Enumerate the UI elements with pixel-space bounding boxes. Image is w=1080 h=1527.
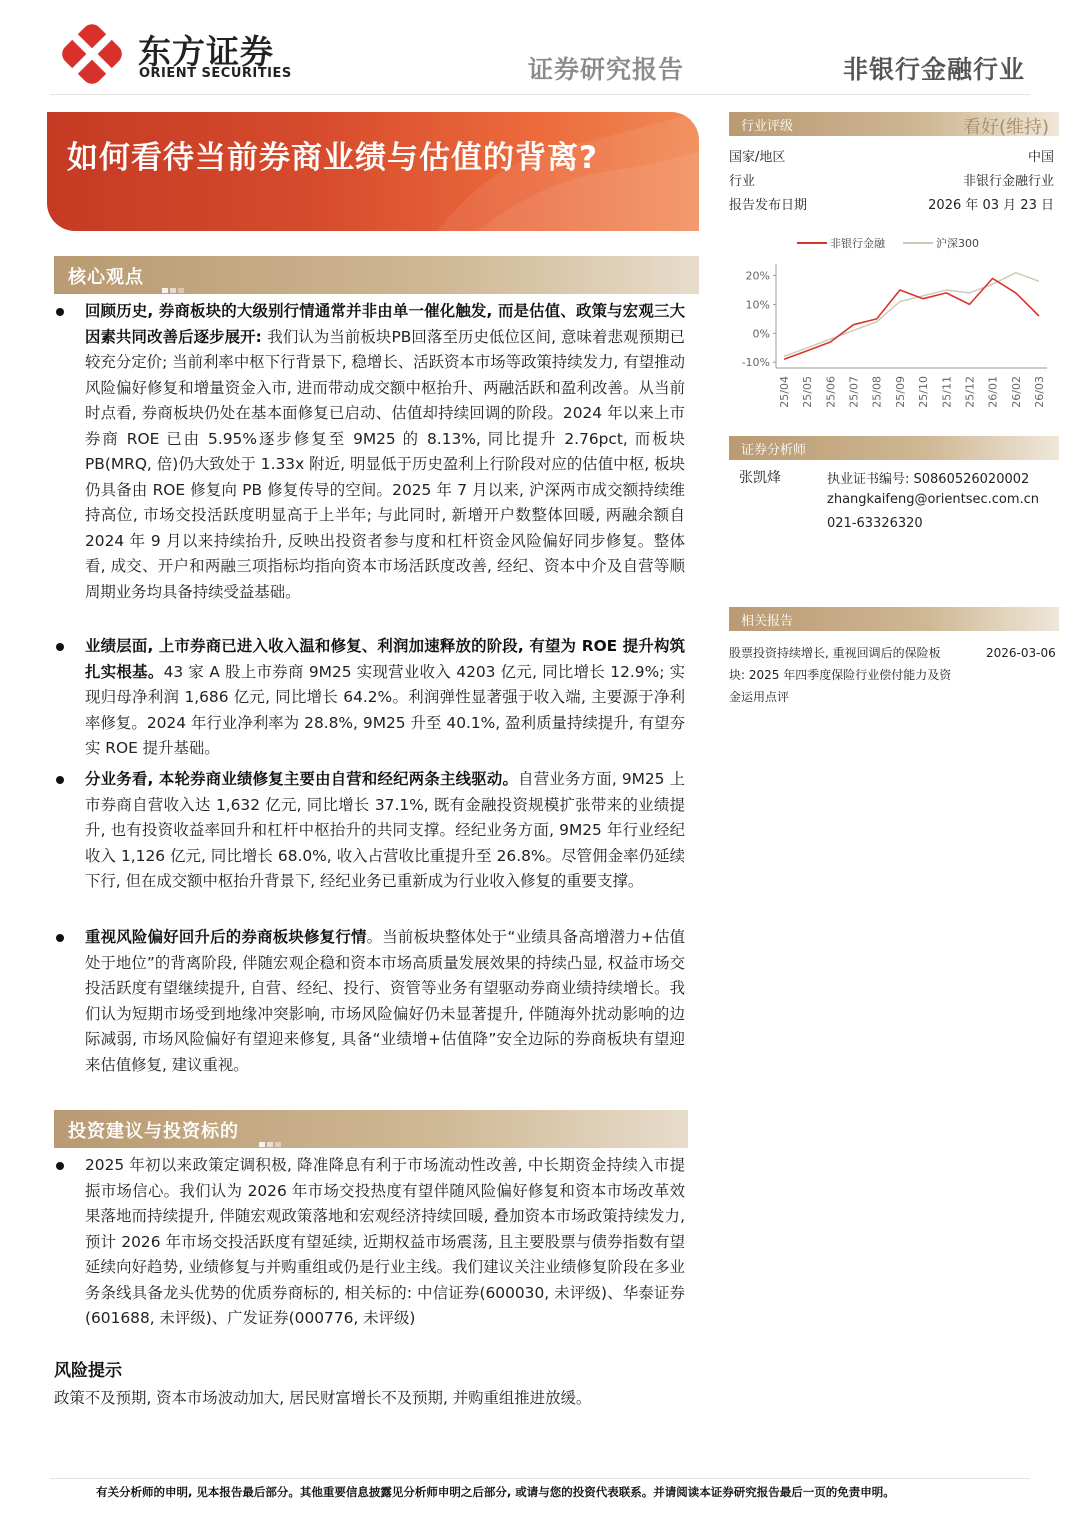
core-bullet-3-body: 自营业务方面, 9M25 上市券商自营收入达 1,632 亿元, 同比增长 37.1%, 既有金融投资规模扩张带来的业绩提升, 也有投资收益率回升和杠杆中枢抬升的共同支撑。经纪业务方面, 9M25 年行业经纪收入 1,126 亿元, 同比增长 68.0%, 收入占营收比重提升至 26.8%。尽管佣金率仍延续下行, 但在成交额中枢抬升背景下, 经纪业务已重新成为行业收入修复的重要支撑。 [85, 770, 685, 890]
core-bullet-1-lead: 回顾历史, 券商板块的大级别行情通常并非由单一催化触发, 而是估值、政策与宏观三大因素共同改善后逐步展开: [85, 302, 685, 346]
report-title: 如何看待当前券商业绩与估值的背离? [67, 140, 598, 176]
info-key-country: 国家/地区 [729, 150, 786, 165]
analyst-email[interactable]: zhangkaifeng@orientsec.com.cn [827, 492, 1040, 507]
related-title-line: 金运用点评 [729, 690, 790, 704]
series-line-financial [784, 278, 1039, 359]
section-title: 投资建议与投资标的 [68, 1121, 239, 1142]
info-key-date: 报告发布日期 [729, 198, 808, 213]
brand-name-en: ORIENT SECURITIES [139, 66, 292, 81]
core-bullet-1 [85, 299, 685, 605]
related-report-date: 2026-03-06 [986, 646, 1056, 660]
analyst-phone: 021-63326320 [827, 516, 923, 531]
risk-heading: 风险提示 [54, 1361, 122, 1381]
chart-x-tick-label: 26/02 [1009, 376, 1023, 408]
chart-x-tick-label: 25/11 [940, 376, 954, 408]
section-bar-core [54, 256, 699, 294]
report-type: 证券研究报告 [528, 55, 685, 84]
info-key-industry: 行业 [729, 174, 756, 189]
section-bar-invest [54, 1110, 688, 1148]
rating-label: 行业评级 [741, 119, 794, 134]
legend-label-csi300: 沪深300 [936, 237, 979, 250]
footer-disclaimer: 有关分析师的申明, 见本报告最后部分。其他重要信息披露见分析师申明之后部分, 或请与您的投资代表联系。并请阅读本证券研究报告最后一页的免责申明。 [96, 1485, 895, 1499]
core-bullet-3 [85, 767, 685, 895]
rating-bar [729, 112, 1059, 136]
analyst-bar [729, 436, 1059, 460]
core-bullet-2-body: 43 家 A 股上市券商 9M25 实现营业收入 4203 亿元, 同比增长 12.9%; 实现归母净利润 1,686 亿元, 同比增长 64.2%。利润弹性显著强于收入端, 主要源于净利率修复。2024 年行业净利率为 28.8%, 9M25 升至 40.1%, 盈利质量持续提升, 有望夯实 ROE 提升基础。 [85, 662, 685, 757]
core-bullet-4-lead: 重视风险偏好回升后的券商板块修复行情 [85, 928, 367, 946]
chart-y-tick-label: 20% [745, 269, 770, 283]
related-bar [729, 607, 1059, 631]
header-divider [50, 94, 1030, 95]
series-line-csi300 [784, 273, 1039, 357]
chart-y-tick-label: -10% [741, 356, 770, 370]
chart-x-tick-label: 25/04 [778, 376, 791, 408]
chart-x-tick-label: 25/10 [917, 376, 931, 408]
related-title-line: 股票投资持续增长, 重视回调后的保险板 [729, 646, 941, 660]
chart-x-tick-label: 26/03 [1033, 376, 1046, 408]
core-bullet-4-body: 。当前板块整体处于“业绩具备高增潜力+估值处于地位”的背离阶段, 伴随宏观企稳和资本市场高质量发展效果的持续凸显, 权益市场交投活跃度有望继续提升, 自营、经纪、投行、资管等业务有望驱动券商业绩持续增长。我们认为短期市场受到地缘冲突影响, 市场风险偏好仍未显著提升, 伴随海外扰动影响的边际减弱, 市场风险偏好有望迎来修复, 具备“业绩增+估值降”安全边际的券商板块有望迎来估值修复, 建议重视。 [85, 928, 685, 1074]
analyst-name: 张凯烽 [739, 470, 781, 486]
section-dots-icon [805, 621, 823, 640]
chart-y-tick-label: 0% [752, 327, 770, 341]
footer-divider [50, 1478, 1030, 1479]
core-bullet-1-body: 我们认为当前板块PB回落至历史低位区间, 意味着悲观预期已较充分定价; 当前利率中枢下行背景下, 稳增长、活跃资本市场等政策持续发力, 有望推动风险偏好修复和增量资金入市, 进而带动成交额中枢抬升、两融活跃和盈利改善。从当前时点看, 券商板块仍处在基本面修复已启动、估值却持续回调的阶段。2024 年以来上市券商 ROE 已由 5.95%逐步修复至 9M25 的 8.13%, 同比提升 2.76pct, 而板块 PB(MRQ, 倍)仍大致处于 1.33x 附近, 明显低于历史盈利上行阶段对应的估值中枢, 板块仍具备由 ROE 修复向 PB 修复传导的空间。2025 年 7 月以来, 沪深两市成交额持续维持高位, 市场交投活跃度明显高于上半年; 与此同时, 新增开户数整体回暖, 两融余额自 2024 年 9 月以来持续抬升, 反映出投资者参与度和杠杆资金风险偏好同步修复。整体看, 成交、开户和两融三项指标均指向资本市场活跃度改善, 经纪、资本中介及自营等顺周期业务均具备持续受益基础。 [85, 327, 686, 601]
related-section-label: 相关报告 [741, 614, 794, 629]
core-bullet-4 [85, 925, 685, 1078]
analyst-cert: 执业证书编号: S0860526020002 [827, 472, 1030, 487]
chart-x-tick-label: 25/09 [893, 376, 907, 408]
chart-x-tick-label: 25/05 [801, 376, 815, 408]
chart-legend [797, 236, 979, 250]
section-dots-icon [162, 278, 186, 283]
related-title-line: 块: 2025 年四季度保险行业偿付能力及资 [729, 668, 952, 682]
section-dots-icon [805, 126, 823, 145]
section-title: 核心观点 [68, 267, 144, 288]
chart-x-tick-label: 25/08 [870, 376, 884, 408]
info-value-industry: 非银行金融行业 [962, 174, 1054, 189]
title-banner [47, 112, 699, 231]
bullet-icon [56, 1162, 64, 1170]
industry-heading: 非银行金融行业 [843, 55, 1026, 84]
core-bullet-2 [85, 634, 685, 762]
core-bullet-2-lead: 业绩层面, 上市券商已进入收入温和修复、利润加速释放的阶段, 有望为 ROE 提升构筑扎实根基。 [85, 637, 685, 681]
chart-x-tick-label: 25/12 [963, 376, 977, 408]
section-dots-icon [259, 1132, 283, 1137]
bullet-icon [56, 643, 64, 651]
analyst-section-label: 证券分析师 [741, 443, 807, 458]
chart-x-tick-label: 25/06 [824, 376, 838, 408]
bullet-icon [56, 308, 64, 316]
bullet-icon [56, 934, 64, 942]
legend-label-financial: 非银行金融 [830, 237, 885, 250]
chart-x-tick-label: 26/01 [986, 376, 1000, 408]
section-dots-icon [817, 450, 835, 469]
chart-x-tick-label: 25/07 [847, 376, 861, 408]
orient-logo-icon [62, 24, 122, 84]
core-bullet-3-lead: 分业务看, 本轮券商业绩修复主要由自营和经纪两条主线驱动。 [85, 770, 519, 788]
performance-chart [729, 228, 1059, 418]
info-value-country: 中国 [1027, 150, 1054, 165]
rating-value: 看好(维持) [962, 117, 1049, 138]
bullet-icon [56, 776, 64, 784]
info-value-date: 2026 年 03 月 23 日 [928, 198, 1054, 213]
chart-y-tick-label: 10% [745, 298, 770, 312]
invest-bullet: 2025 年初以来政策定调积极, 降准降息有利于市场流动性改善, 中长期资金持续入市提振市场信心。我们认为 2026 年市场交投热度有望伴随风险偏好修复和资本市场改革效果落地而持续提升, 伴随宏观政策落地和宏观经济持续回暖, 叠加资本市场政策持续发力, 预计 2026 年市场交投活跃度有望延续, 近期权益市场震荡, 且主要股票与债券指数有望延续向好趋势, 业绩修复与并购重组或仍是行业主线。我们建议关注业绩修复阶段在多业务条线具备龙头优势的优质券商标的, 相关标的: 中信证券(600030, 未评级)、华泰证券(601688, 未评级)、广发证券(000776, 未评级) [85, 1156, 685, 1327]
related-report-title[interactable] [729, 642, 951, 708]
risk-text: 政策不及预期, 资本市场波动加大, 居民财富增长不及预期, 并购重组推进放缓。 [54, 1389, 592, 1407]
brand-name-cn: 东方证券 [138, 32, 274, 71]
